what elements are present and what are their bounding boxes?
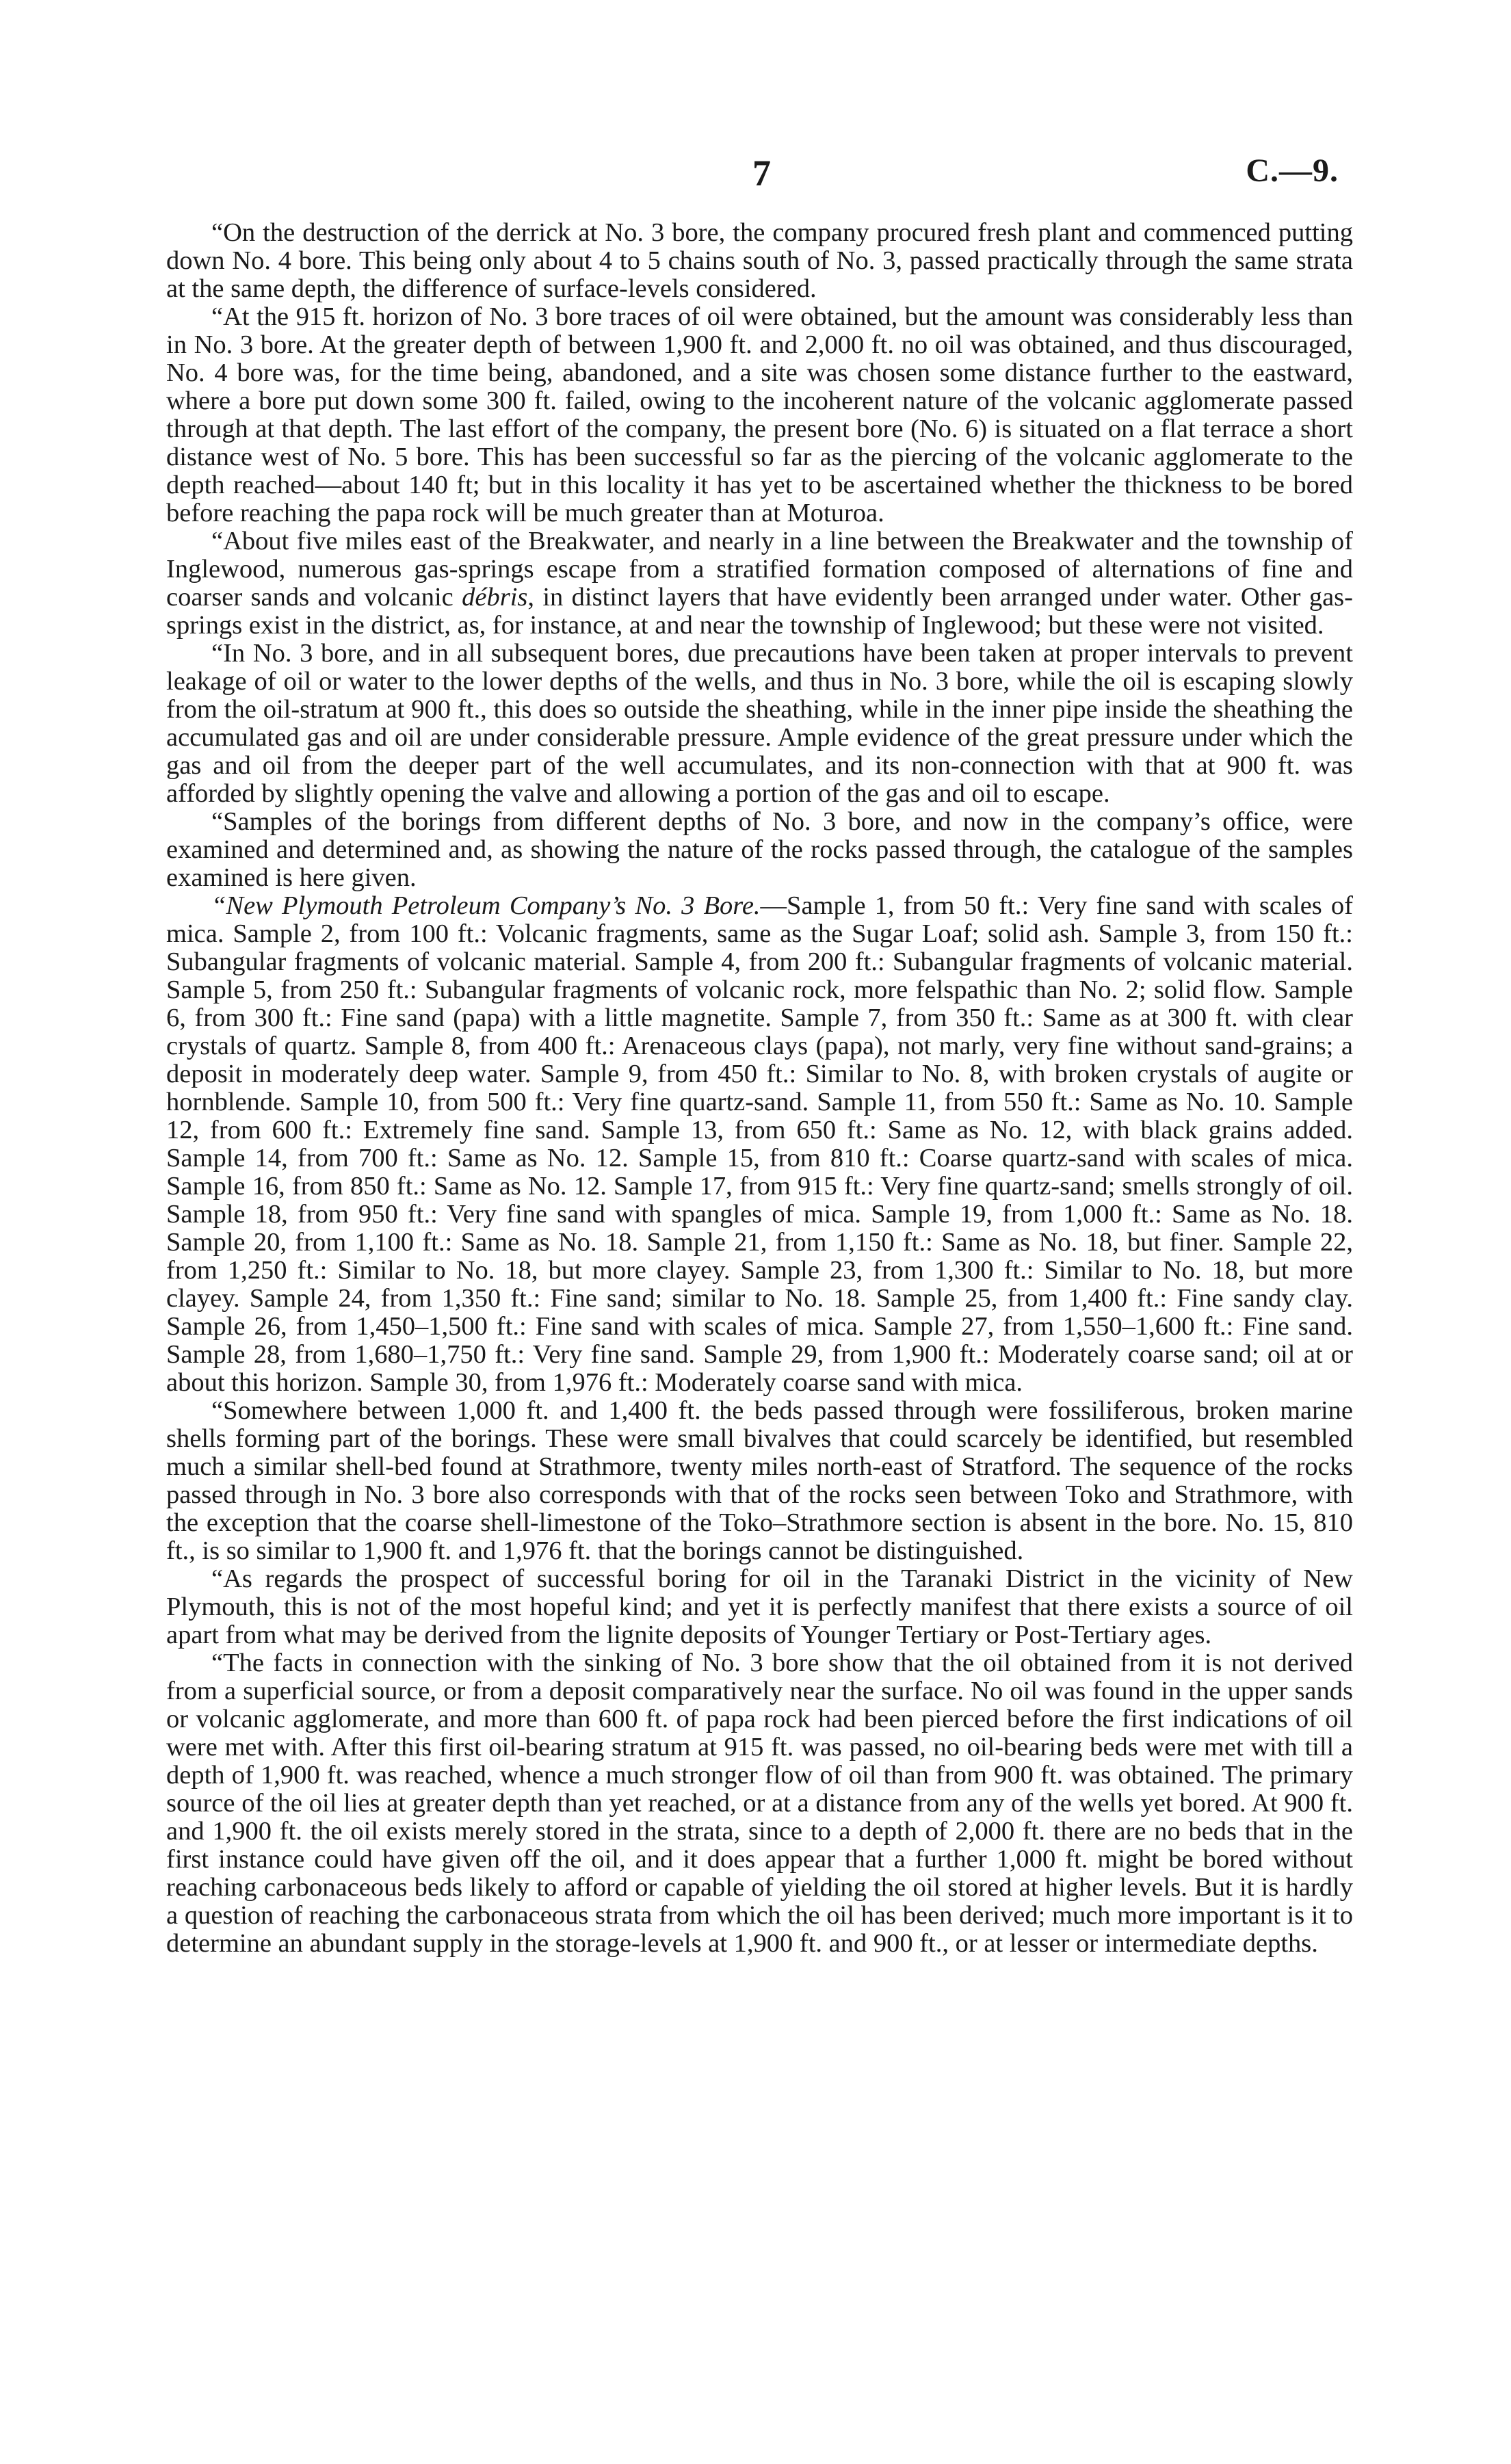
catalogue-heading: “New Plymouth Petroleum Company’s No. 3 Bore. — [211, 891, 761, 920]
paragraph-915ft-horizon — [166, 303, 1353, 527]
paragraph-text: “Somewhere between 1,000 ft. and 1,400 ft. the beds passed through were fossiliferous, broken marine shells forming part of the borings. These were small bivalves that could scarcely be identified, but resembled much a similar shell-bed found at Strathmore, twenty miles north-east of Stratford. The sequence of the rocks passed through in No. 3 bore also corresponds with that of the rocks seen between Toko and Strathmore, with the exception that the coarse shell-limestone of the Toko–Strathmore section is absent in the bore. No. 15, 810 ft., is so similar to 1,900 ft. and 1,976 ft. that the borings cannot be distinguished. — [166, 1396, 1353, 1565]
paragraph-text: “Samples of the borings from different depths of No. 3 bore, and now in the company’s office, were examined and determined and, as showing the nature of the rocks passed through, the catalogue of the samples examined is here given. — [166, 807, 1353, 892]
body-text — [166, 219, 1353, 1958]
paragraph-text: “As regards the prospect of successful boring for oil in the Taranaki District in the vicinity of New Plymouth, this is not of the most hopeful kind; and yet it is perfectly manifest that there exists a source of oil apart from what may be derived from the lignite deposits of Younger Tertiary or Post-Tertiary ages. — [166, 1564, 1353, 1649]
paragraph-text: —Sample 1, from 50 ft.: Very fine sand with scales of mica. Sample 2, from 100 ft.: Volcanic fragments, same as the Sugar Loaf; solid ash. Sample 3, from 150 ft.: Subangular fragments of volcanic material. Sample 4, from 200 ft.: Subangular fragments of volcanic material. Sample 5, from 250 ft.: Subangular fragments of volcanic rock, more felspathic than No. 2; solid flow. Sample 6, from 300 ft.: Fine sand (papa) with a little magnetite. Sample 7, from 350 ft.: Same as at 300 ft. with clear crystals of quartz. Sample 8, from 400 ft.: Arenaceous clays (papa), not marly, very fine without sand-grains; a deposit in moderately deep water. Sample 9, from 450 ft.: Similar to No. 8, with broken crystals of augite or hornblende. Sample 10, from 500 ft.: Very fine quartz-sand. Sample 11, from 550 ft.: Same as No. 10. Sample 12, from 600 ft.: Extremely fine sand. Sample 13, from 650 ft.: Same as No. 12, with black grains added. Sample 14, from 700 ft.: Same as No. 12. Sample 15, from 810 ft.: Coarse quartz-sand with scales of mica. Sample 16, from 850 ft.: Same as No. 12. Sample 17, from 915 ft.: Very fine quartz-sand; smells strongly of oil. Sample 18, from 950 ft.: Very fine sand with spangles of mica. Sample 19, from 1,000 ft.: Same as No. 18. Sample 20, from 1,100 ft.: Same as No. 18. Sample 21, from 1,150 ft.: Same as No. 18, but finer. Sample 22, from 1,250 ft.: Similar to No. 18, but more clayey. Sample 23, from 1,300 ft.: Similar to No. 18, but more clayey. Sample 24, from 1,350 ft.: Fine sand; similar to No. 18. Sample 25, from 1,400 ft.: Fine sandy clay. Sample 26, from 1,450–1,500 ft.: Fine sand with scales of mica. Sample 27, from 1,550–1,600 ft.: Fine sand. Sample 28, from 1,680–1,750 ft.: Very fine sand. Sample 29, from 1,900 ft.: Moderately coarse sand; oil at or about this horizon. Sample 30, from 1,976 ft.: Moderately coarse sand with mica. — [166, 891, 1354, 1397]
paragraph-italic-term: débris — [462, 583, 528, 612]
page-number: 7 — [752, 153, 771, 194]
paragraph-sample-catalogue — [166, 892, 1353, 1397]
document-code: C.—9. — [1246, 153, 1339, 189]
paragraph-samples-intro — [166, 808, 1353, 892]
page-header — [0, 152, 1511, 200]
paragraph-text: “About five miles east of the Breakwater, and nearly in a line between the Breakwater and the township of Inglewood, numerous gas-springs escape from a stratified formation composed of alternations of fine and coarser sands and volcanic — [166, 527, 1353, 612]
paragraph-facts-no3-bore — [166, 1649, 1353, 1958]
paragraph-text: “The facts in connection with the sinking of No. 3 bore show that the oil obtained from it is not derived from a superficial source, or from a deposit comparatively near the surface. No oil was found in the upper sands or volcanic agglomerate, and more than 600 ft. of papa rock had been pierced before the first indications of oil were met with. After this first oil-bearing stratum at 915 ft. was passed, no oil-bearing beds were met with till a depth of 1,900 ft. was reached, whence a much stronger flow of oil than from 900 ft. was obtained. The primary source of the oil lies at greater depth than yet reached, or at a distance from any of the wells yet bored. At 900 ft. and 1,900 ft. the oil exists merely stored in the strata, since to a depth of 2,000 ft. there are no beds that in the first instance could have given off the oil, and it does appear that a further 1,000 ft. might be bored without reaching carbonaceous beds likely to afford or capable of yielding the oil stored at higher levels. But it is hardly a question of reaching the carbonaceous strata from which the oil has been derived; much more important is it to determine an abundant supply in the storage-levels at 1,900 ft. and 900 ft., or at lesser or intermediate depths. — [166, 1649, 1353, 1958]
paragraph-prospects — [166, 1565, 1353, 1649]
paragraph-text: “On the destruction of the derrick at No. 3 bore, the company procured fresh plant and commenced putting down No. 4 bore. This being only about 4 to 5 chains south of No. 3, passed practically through the same strata at the same depth, the difference of surface-levels considered. — [166, 218, 1353, 303]
paragraph-text: , in distinct layers that have evidently been arranged under water. Other gas-springs exist in the district, as, for instance, at and near the township of Inglewood; but these were not visited. — [166, 583, 1353, 640]
paragraph-text: “In No. 3 bore, and in all subsequent bores, due precautions have been taken at proper intervals to prevent leakage of oil or water to the lower depths of the wells, and thus in No. 3 bore, while the oil is escaping slowly from the oil-stratum at 900 ft., this does so outside the sheathing, while in the inner pipe inside the sheathing the accumulated gas and oil are under considerable pressure. Ample evidence of the great pressure under which the gas and oil from the deeper part of the well accumulates, and its non-connection with that at 900 ft. was afforded by slightly opening the valve and allowing a portion of the gas and oil to escape. — [166, 639, 1353, 808]
paragraph-fossiliferous-beds — [166, 1397, 1353, 1565]
paragraph-precautions — [166, 640, 1353, 808]
paragraph-gas-springs — [166, 527, 1353, 640]
paragraph-derrick-destruction — [166, 219, 1353, 303]
paragraph-text: “At the 915 ft. horizon of No. 3 bore traces of oil were obtained, but the amount was considerably less than in No. 3 bore. At the greater depth of between 1,900 ft. and 2,000 ft. no oil was obtained, and thus discouraged, No. 4 bore was, for the time being, abandoned, and a site was chosen some distance further to the eastward, where a bore put down some 300 ft. failed, owing to the incoherent nature of the volcanic agglomerate passed through at that depth. The last effort of the company, the present bore (No. 6) is situated on a flat terrace a short distance west of No. 5 bore. This has been successful so far as the piercing of the volcanic agglomerate to the depth reached—about 140 ft; but in this locality it has yet to be ascertained whether the thickness to be bored before reaching the papa rock will be much greater than at Moturoa. — [166, 302, 1353, 527]
